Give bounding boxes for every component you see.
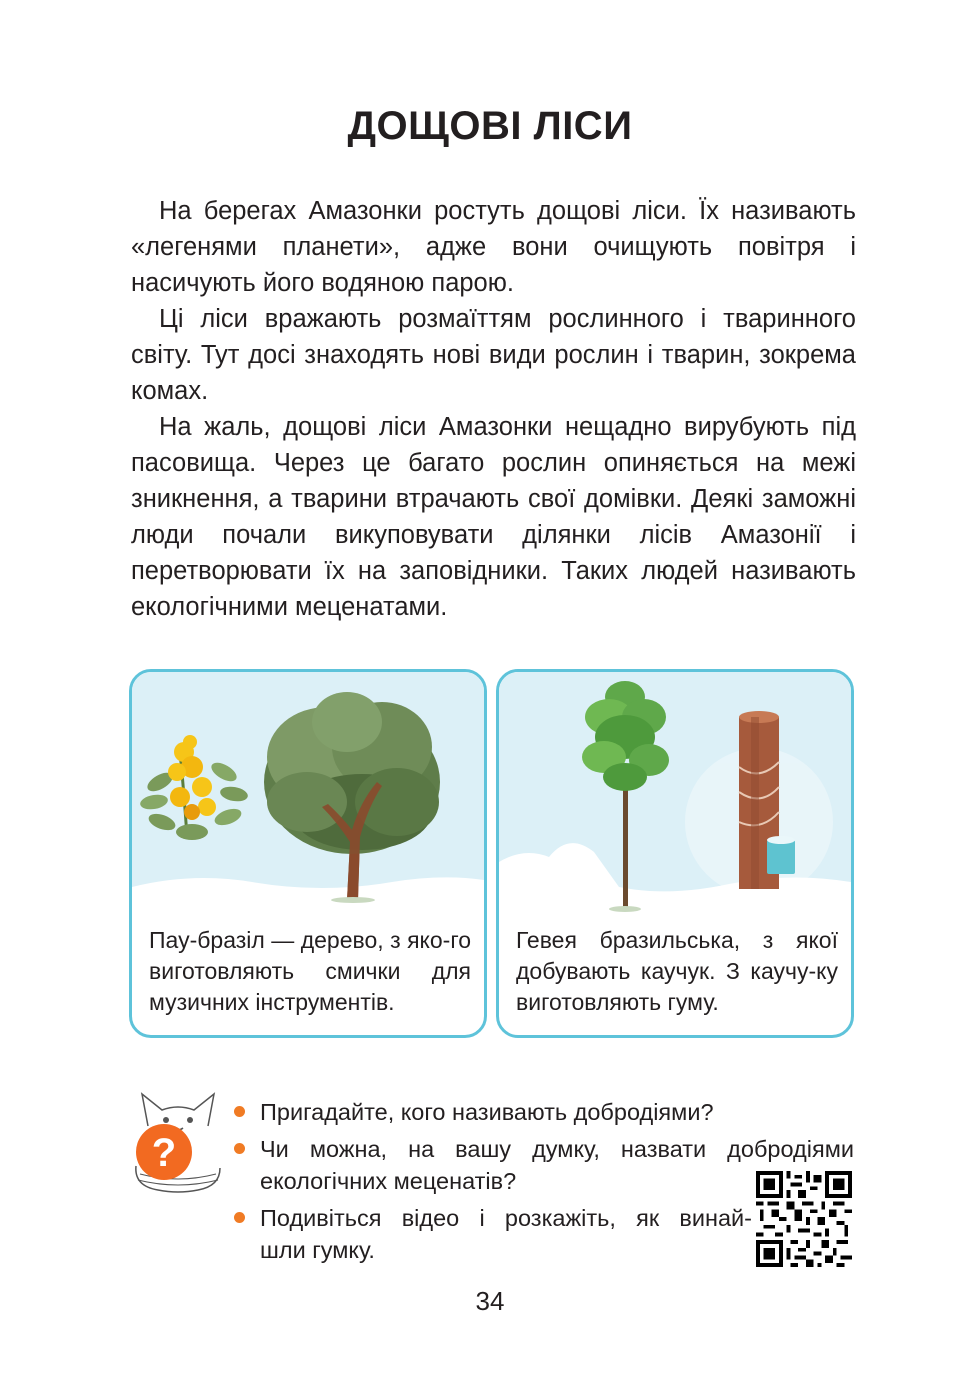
- question-mark: ?: [151, 1131, 177, 1175]
- question-3-line-1: Подивіться відео і розкажіть, як винай-: [260, 1205, 752, 1231]
- paragraph-3: На жаль, дощові ліси Амазонки нещадно вирубують під пасовища. Через це багато рослин опиняється на межі зникнення, а тварини втрачають свої домівки. Деякі заможні люди почали викуповувати ділянки лісів Амазонії і перетворювати їх на заповідники. Таких людей називають екологічними меценатами.: [131, 413, 856, 621]
- pau-brasil-caption: Пау-бразіл — дерево, з яко-го виготовляють смички для музичних інструментів.: [149, 927, 471, 1015]
- paragraph-1: На берегах Амазонки ростуть дощові ліси. Їх називають «легенями планети», адже вони очищують повітря і насичують його водяною парою.: [131, 197, 856, 297]
- question-1: [232, 1096, 854, 1128]
- question-cat-icon: [128, 1086, 228, 1196]
- page-title: ДОЩОВІ ЛІСИ: [347, 104, 633, 148]
- bullet-dot: [234, 1143, 245, 1154]
- hevea-caption: Гевея бразильська, з якої добувають каучук. З каучу-ку виготовляють гуму.: [516, 927, 838, 1015]
- hevea-card: [496, 669, 854, 1038]
- question-1-text: Пригадайте, кого називають добродіями?: [260, 1099, 714, 1125]
- question-3-line-2: шли гумку.: [260, 1237, 375, 1263]
- main-text: [131, 193, 856, 625]
- question-2-line-2: екологічних меценатів?: [260, 1168, 517, 1194]
- bullet-dot: [234, 1212, 245, 1223]
- qr-code-icon[interactable]: [756, 1171, 852, 1267]
- page-number: 34: [475, 1286, 505, 1316]
- paragraph-2: Ці ліси вражають розмаїттям рослинного і тваринного світу. Тут досі знаходять нові види рослин і тварин, зокрема комах.: [131, 305, 856, 405]
- question-3: [232, 1202, 752, 1266]
- pau-brasil-illustration: [132, 672, 484, 922]
- question-2-line-1: Чи можна, на вашу думку, назвати добродіями: [260, 1136, 854, 1162]
- hevea-illustration: [499, 672, 851, 922]
- bullet-dot: [234, 1106, 245, 1117]
- pau-brasil-card: [129, 669, 487, 1038]
